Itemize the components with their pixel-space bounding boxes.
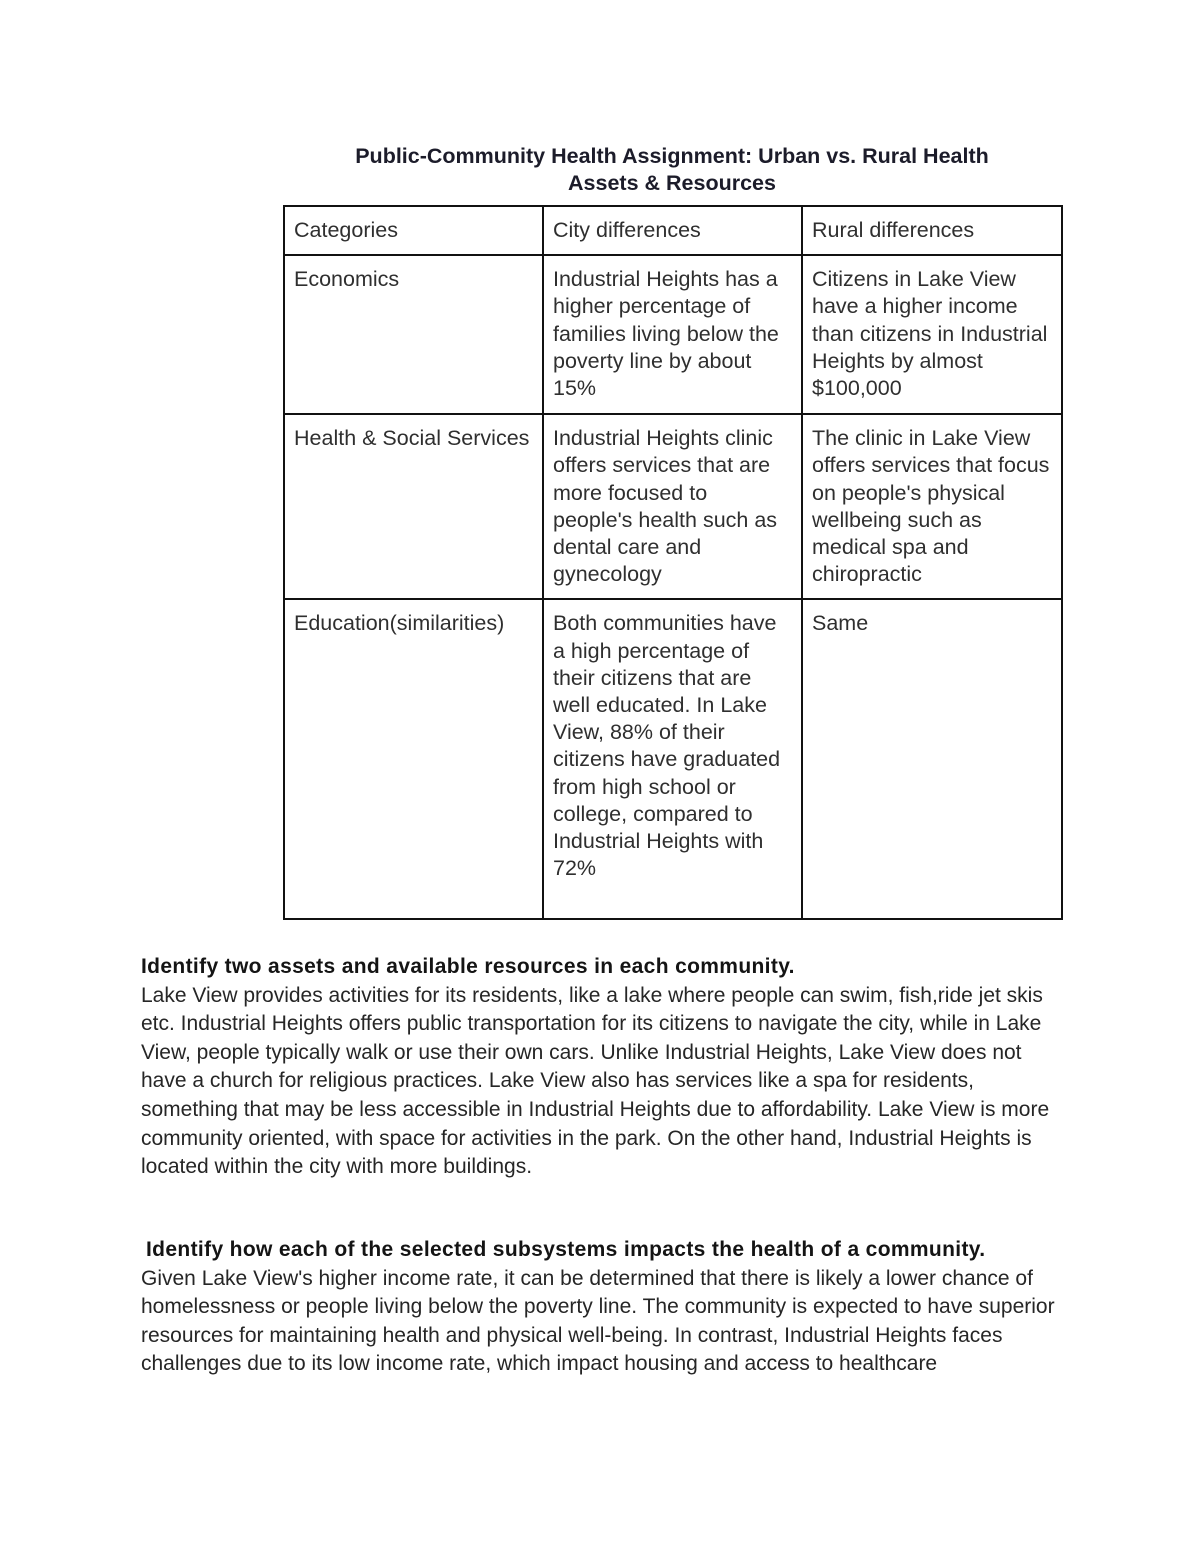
header-categories: Categories	[284, 206, 543, 255]
table-row-education	[284, 599, 1062, 919]
section-body: Given Lake View's higher income rate, it can be determined that there is likely a lower chance of homelessness or people living below the poverty line. The community is expected to have superior resources for maintaining health and physical well-being. In contrast, Industrial Heights faces challenges due to its low income rate, which impact housing and access to healthcare	[141, 1266, 1055, 1376]
document-title-line-1: Public-Community Health Assignment: Urban vs. Rural Health	[355, 144, 989, 168]
cell-rural: The clinic in Lake View offers services that focus on people's physical wellbeing such as medical spa and chiropractic	[802, 414, 1062, 599]
table-header-row	[284, 206, 1062, 255]
document-title-line-2: Assets & Resources	[568, 171, 776, 195]
cell-city: Both communities have a high percentage of their citizens that are well educated. In Lake View, 88% of their citizens have graduated from high school or college, compared to Industrial Heights with 72%	[543, 599, 802, 919]
cell-city: Industrial Heights has a higher percentage of families living below the poverty line by about 15%	[543, 255, 802, 414]
table-row-economics	[284, 255, 1062, 414]
cell-rural: Citizens in Lake View have a higher income than citizens in Industrial Heights by almost $100,000	[802, 255, 1062, 414]
document-title	[284, 143, 1060, 197]
comparison-table	[283, 205, 1063, 920]
header-rural-differences: Rural differences	[802, 206, 1062, 255]
header-city-differences: City differences	[543, 206, 802, 255]
section-heading: Identify two assets and available resources in each community.	[141, 955, 795, 978]
section-heading: Identify how each of the selected subsystems impacts the health of a community.	[146, 1238, 986, 1261]
cell-city: Industrial Heights clinic offers services that are more focused to people's health such as dental care and gynecology	[543, 414, 802, 599]
cell-category: Education(similarities)	[284, 599, 543, 919]
cell-category: Health & Social Services	[284, 414, 543, 599]
table-row-health-social-services	[284, 414, 1062, 599]
cell-rural: Same	[802, 599, 1062, 919]
section-assets-resources	[141, 953, 1071, 1182]
section-body: Lake View provides activities for its residents, like a lake where people can swim, fish,ride jet skis etc. Industrial Heights offers public transportation for its citizens to navigate the city, while in Lake View, people typically walk or use their own cars. Unlike Industrial Heights, Lake View does not have a church for religious practices. Lake View also has services like a spa for residents, something that may be less accessible in Industrial Heights due to affordability. Lake View is more community oriented, with space for activities in the park. On the other hand, Industrial Heights is located within the city with more buildings.	[141, 983, 1050, 1179]
cell-category: Economics	[284, 255, 543, 414]
section-subsystems-impact	[141, 1236, 1071, 1379]
